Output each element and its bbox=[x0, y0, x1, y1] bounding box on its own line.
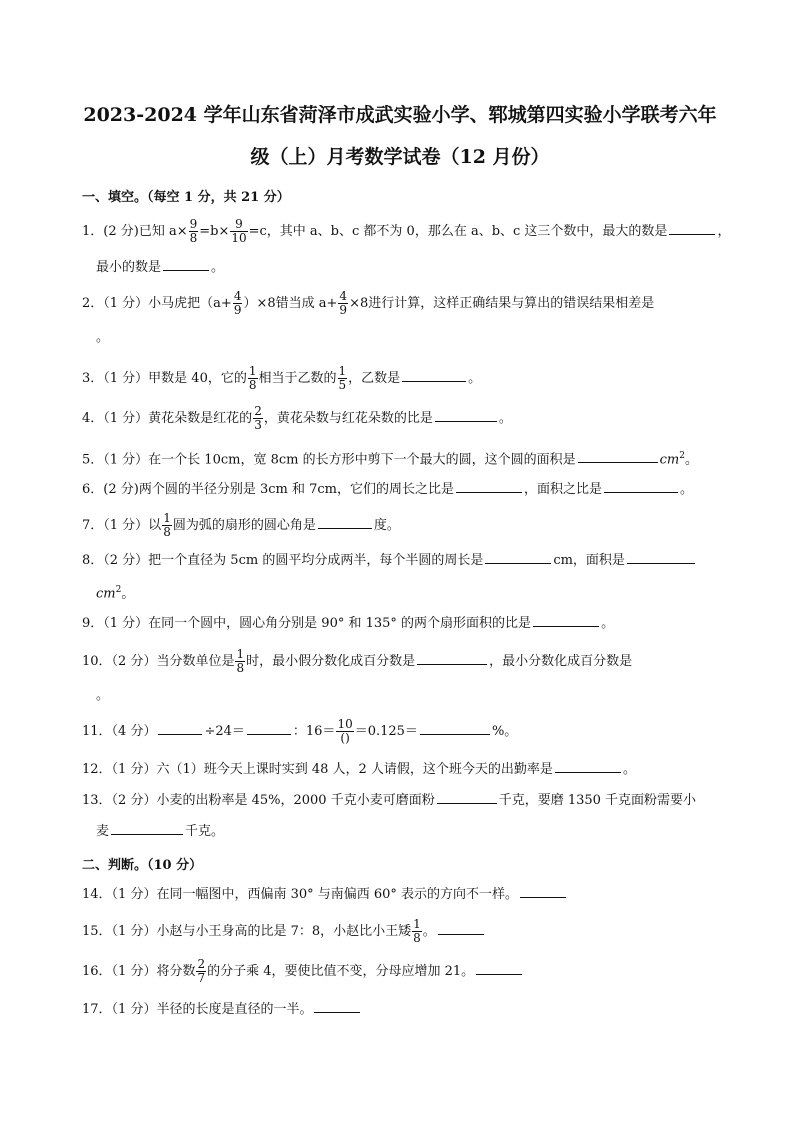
answer-blank[interactable] bbox=[627, 549, 695, 564]
answer-blank[interactable] bbox=[318, 514, 372, 529]
fraction: $\frac{1}{8}$ bbox=[236, 647, 245, 675]
question-12: 12．（1 分）六（1）班今天上课时实到 48 人，2 人请假，这个班今天的出勤率是 。 bbox=[82, 758, 722, 780]
exam-title-line1: 2023-2024 学年山东省菏泽市成武实验小学、郓城第四实验小学联考六年 bbox=[83, 104, 717, 126]
answer-blank[interactable] bbox=[402, 367, 466, 382]
answer-blank[interactable] bbox=[456, 478, 522, 493]
fraction: $\frac{4}{9}$ bbox=[233, 289, 242, 317]
answer-blank[interactable] bbox=[417, 650, 487, 665]
answer-blank[interactable] bbox=[158, 720, 202, 735]
answer-blank[interactable] bbox=[111, 820, 183, 835]
question-8-cont: $cm^2$。 bbox=[96, 585, 135, 602]
section-judgement-heading: 二、判断。（10 分） bbox=[82, 858, 203, 873]
answer-blank[interactable] bbox=[578, 448, 658, 463]
question-4: 4．（1 分）黄花朵数是红花的 $\frac{2}{3}$ ，黄花朵数与红花朵数的比是 。 bbox=[82, 404, 512, 432]
section-fill-in-heading: 一、填空。（每空 1 分，共 21 分） bbox=[82, 190, 290, 205]
question-10-cont[interactable]: 。 bbox=[96, 688, 110, 703]
question-5: 5．（1 分）在一个长 10cm，宽 8cm 的长方形中剪下一个最大的圆，这个圆的面积是 $cm^2$。 bbox=[82, 446, 722, 470]
answer-blank[interactable] bbox=[604, 478, 678, 493]
fraction: $\frac{1}{8}$ bbox=[248, 364, 257, 392]
answer-blank[interactable] bbox=[533, 612, 599, 627]
question-14: 14．（1 分）在同一幅图中，西偏南 30° 与南偏西 60° 表示的方向不一样。 bbox=[82, 883, 722, 905]
question-8: 8．（2 分）把一个直径为 5cm 的圆平均分成两半，每个半圆的周长是 cm，面积是 bbox=[82, 549, 722, 571]
question-11: 11．（4 分） ÷24＝ ：16＝ $\frac{10}{()}$ ＝0.125＝ %。 bbox=[82, 717, 518, 745]
fraction: $\frac{9}{10}$ bbox=[231, 217, 247, 245]
question-1-cont: 最小的数是 。 bbox=[96, 256, 224, 278]
answer-blank[interactable] bbox=[669, 220, 715, 235]
question-7: 7．（1 分）以 $\frac{1}{8}$ 圆为弧的扇形的圆心角是 度。 bbox=[82, 511, 400, 539]
answer-blank[interactable] bbox=[435, 407, 497, 422]
fraction: $\frac{4}{9}$ bbox=[339, 289, 348, 317]
answer-blank[interactable] bbox=[163, 256, 209, 271]
exam-title-line2: 级（上）月考数学试卷（12 月份） bbox=[250, 146, 550, 168]
answer-blank[interactable] bbox=[420, 720, 490, 735]
question-10: 10．（2 分）当分数单位是 $\frac{1}{8}$ 时，最小假分数化成百分数是 ，最小分数化成百分数是 bbox=[82, 647, 633, 675]
question-1: 1．(2 分)已知 a× $\frac{9}{8}$ =b× $\frac{9}{10}$ =c，其中 a、b、c 都不为 0，那么在 a、b、c 这三个数中，最大的数是 ， bbox=[82, 217, 731, 245]
fraction: $\frac{2}{7}$ bbox=[197, 957, 206, 985]
answer-blank[interactable] bbox=[555, 758, 621, 773]
answer-blank[interactable] bbox=[520, 883, 566, 898]
question-2: 2．（1 分）小马虎把（a+ $\frac{4}{9}$ ）×8错当成 a+ $\frac{4}{9}$ ×8进行计算，这样正确结果与算出的错误结果相差是 bbox=[82, 289, 655, 317]
fraction: $\frac{1}{8}$ bbox=[413, 917, 421, 945]
fraction: $\frac{10}{()}$ bbox=[337, 717, 353, 745]
answer-blank[interactable] bbox=[485, 549, 551, 564]
question-15: 15．（1 分）小赵与小王身高的比是 7：8，小赵比小王矮 $\frac{1}{8}$ 。 bbox=[82, 918, 722, 945]
fraction: $\frac{1}{8}$ bbox=[163, 511, 171, 539]
question-2-cont[interactable]: 。 bbox=[96, 330, 110, 345]
question-17: 17．（1 分）半径的长度是直径的一半。 bbox=[82, 998, 722, 1020]
fraction: $\frac{2}{3}$ bbox=[254, 404, 262, 432]
fraction: $\frac{1}{5}$ bbox=[338, 364, 347, 392]
question-9: 9．（1 分）在同一个圆中，圆心角分别是 90° 和 135° 的两个扇形面积的比是 。 bbox=[82, 612, 722, 634]
answer-blank[interactable] bbox=[438, 920, 484, 935]
answer-blank[interactable] bbox=[314, 998, 360, 1013]
question-13-cont: 麦 千克。 bbox=[96, 820, 224, 842]
question-6: 6．(2 分)两个圆的半径分别是 3cm 和 7cm，它们的周长之比是 ，面积之比是 。 bbox=[82, 478, 722, 500]
answer-blank[interactable] bbox=[476, 960, 522, 975]
question-13: 13．（2 分）小麦的出粉率是 45%，2000 千克小麦可磨面粉 千克，要磨 1350 千克面粉需要小 bbox=[82, 789, 722, 811]
answer-blank[interactable] bbox=[437, 789, 497, 804]
fraction: $\frac{9}{8}$ bbox=[189, 217, 198, 245]
question-16: 16．（1 分）将分数 $\frac{2}{7}$ 的分子乘 4，要使比值不变，分母应增加 21。 bbox=[82, 958, 722, 985]
answer-blank[interactable] bbox=[247, 720, 291, 735]
question-3: 3．（1 分）甲数是 40，它的 $\frac{1}{8}$ 相当于乙数的 $\frac{1}{5}$ ，乙数是 。 bbox=[82, 364, 482, 392]
